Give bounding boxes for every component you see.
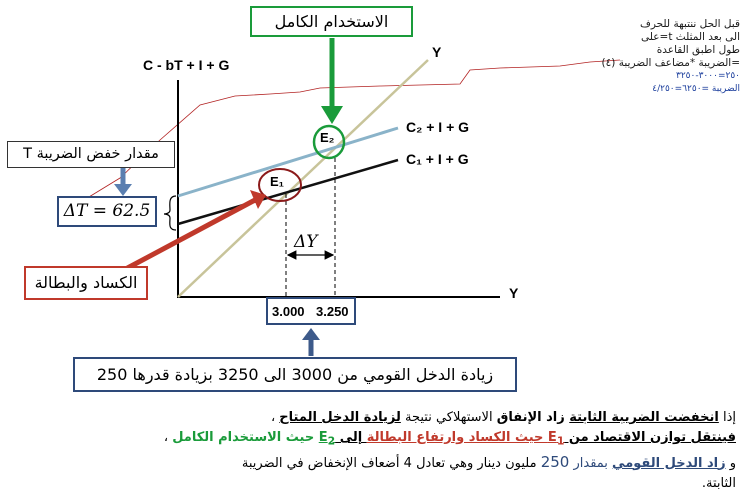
x-tick-3250: 3.250 [316, 304, 349, 319]
para-line-4: الثابتة. [701, 475, 736, 491]
45-degree-line [178, 60, 428, 297]
c1-line-label: C₁ + I + G [406, 151, 469, 167]
delta-t-box: ΔT = 62.5 [57, 196, 157, 227]
para-line-2: فينتقل توازن الاقتصاد من $E_1$ حيث الكساد وارتفاع البطالة إلى $E_2$ حيث الاستخدام الكامل ، [163, 430, 736, 448]
income-arrowhead [302, 328, 320, 340]
note-line-6: الضريبة =٦٢٥٠=٤/٢٥٠ [652, 84, 740, 94]
note-line-2: الى بعد المثلث t=على [641, 31, 740, 43]
e2-label: E₂ [320, 130, 335, 145]
x-ticks-box [266, 297, 356, 325]
e1-label: E₁ [270, 174, 285, 189]
delta-y-label: ΔY [294, 232, 318, 252]
x-tick-3000: 3.000 [272, 304, 305, 319]
c2-line-label: C₂ + I + G [406, 119, 470, 135]
c2-line [178, 128, 398, 196]
tax-arrowhead [114, 184, 132, 196]
note-line-3: طول اطبق القاعدة [656, 44, 740, 56]
note-line-1: قبل الحل ننتبهة للحرف [639, 18, 740, 30]
para-line-1: إذا انخفضت الضريبة الثابتة زاد الإنفاق الاستهلاكي نتيجة لزيادة الدخل المتاح ، [270, 410, 736, 425]
handwritten-notes [560, 18, 740, 96]
45-line-label: Y [432, 44, 442, 60]
tax-cut-label: مقدار خفض الضريبة T [7, 141, 175, 168]
handwritten-underline [84, 60, 620, 200]
y-axis-label: C - bT + I + G [143, 57, 230, 73]
delta-t-brace [164, 196, 176, 230]
para-line-3: و زاد الدخل القومي بمقدار 250 مليون دينار وهي تعادل 4 أضعاف الإنخفاض في الضريبة [241, 452, 736, 471]
full-employment-arrowhead [321, 106, 343, 124]
full-employment-box: الاستخدام الكامل [250, 6, 413, 37]
income-increase-box: زيادة الدخل القومي من 3000 الى 3250 بزيادة قدرها 250 [73, 357, 517, 392]
note-line-5: ٢٥٠=٣٠٠٠-٣٢٥٠ [676, 71, 740, 81]
x-axis-label: Y [509, 285, 519, 301]
note-line-4: =الضريبة *مضاعف الضريبة (٤) [601, 57, 740, 69]
explanation-paragraph [10, 408, 736, 494]
recession-box: الكساد والبطالة [24, 266, 148, 300]
